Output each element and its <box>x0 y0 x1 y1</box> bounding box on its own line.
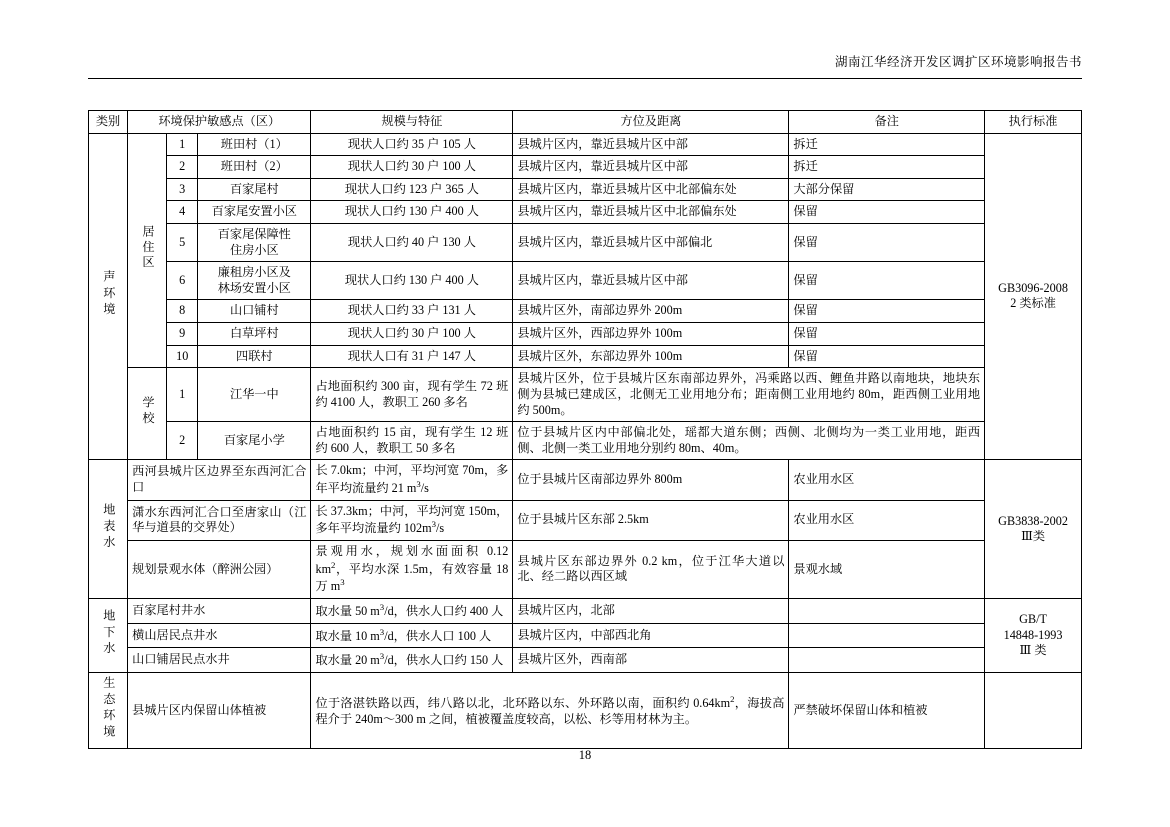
page-number: 18 <box>578 748 592 762</box>
header-divider <box>88 78 1082 79</box>
point-direction: 位于县城片区内中部偏北处，瑶都大道东侧；西侧、北侧均为一类工业用地，距西侧、北侧一类工业用地分别约 80m、40m。 <box>513 422 985 460</box>
standard-line-2: 2 类标准 <box>1010 296 1056 311</box>
point-scale: 取水量 20 $m^3/d$，供水人口约 150 人 <box>311 648 513 673</box>
table-row <box>89 133 1082 156</box>
point-direction: 县城片区内，中部西北角 <box>513 623 789 648</box>
point-direction: 县城片区内，靠近县城片区中北部偏东处 <box>513 201 789 224</box>
point-name: 百家尾安置小区 <box>198 201 311 224</box>
point-direction: 位于县城片区东部 2.5km <box>513 500 789 540</box>
point-direction: 县城片区外，南部边界外 200m <box>513 300 789 323</box>
point-scale: 位于洛湛铁路以西，纬八路以北，北环路以东、外环路以南，面积约 $0.64km^2$，海拔高程介于 240m～300 m 之间，植被覆盖度较高，以松、杉等用材林为主。 <box>311 672 789 748</box>
point-note: 保留 <box>789 345 985 368</box>
standard-line-3: Ⅲ 类 <box>1019 643 1047 658</box>
point-note: 保留 <box>789 262 985 300</box>
point-name: 白草坪村 <box>198 323 311 346</box>
point-scale: 现状人口有 31 户 147 人 <box>311 345 513 368</box>
table-row <box>89 224 1082 262</box>
point-scale: 占地面积约 300 亩，现有学生 72 班约 4100 人，教职工 260 多名 <box>311 368 513 422</box>
point-note: 严禁破坏保留山体和植被 <box>789 672 985 748</box>
point-note: 保留 <box>789 300 985 323</box>
point-name: 四联村 <box>198 345 311 368</box>
point-direction: 县城片区东部边界外 0.2 km，位于江华大道以北、经二路以西区域 <box>513 540 789 598</box>
table-row <box>89 623 1082 648</box>
row-index: 3 <box>167 178 198 201</box>
point-name: 规划景观水体（醉洲公园） <box>128 540 311 598</box>
point-scale: 长 7.0km；中河，平均河宽 70m，多年平均流量约 21 $m^3/s$ <box>311 460 513 500</box>
point-scale: 现状人口约 35 户 105 人 <box>311 133 513 156</box>
table-row <box>89 368 1082 422</box>
table-row <box>89 300 1082 323</box>
point-name: 山口铺村 <box>198 300 311 323</box>
point-scale: 景观用水，规划水面面积 0.12 $km^2$，平均水深 1.5m，有效容量 18 万 $m^3$ <box>311 540 513 598</box>
table-row <box>89 500 1082 540</box>
table-row <box>89 156 1082 179</box>
subgroup-label: 学校 <box>141 396 156 427</box>
point-scale: 现状人口约 123 户 365 人 <box>311 178 513 201</box>
category-cell-groundwater <box>89 598 128 672</box>
col-header-direction: 方位及距离 <box>513 111 789 134</box>
row-index: 9 <box>167 323 198 346</box>
row-index: 2 <box>167 422 198 460</box>
point-name: 百家尾村 <box>198 178 311 201</box>
point-scale: 占地面积约 15 亩，现有学生 12 班约 600 人，教职工 50 多名 <box>311 422 513 460</box>
table-row <box>89 345 1082 368</box>
row-index: 2 <box>167 156 198 179</box>
row-index: 10 <box>167 345 198 368</box>
standard-cell-noise <box>985 133 1082 460</box>
table-header-row <box>89 111 1082 134</box>
row-index: 1 <box>167 368 198 422</box>
point-direction: 位于县城片区南部边界外 800m <box>513 460 789 500</box>
row-index: 8 <box>167 300 198 323</box>
col-header-note: 备注 <box>789 111 985 134</box>
subgroup-cell-residential <box>128 133 167 368</box>
point-scale: 现状人口约 33 户 131 人 <box>311 300 513 323</box>
col-header-category: 类别 <box>89 111 128 134</box>
point-name: 班田村（2） <box>198 156 311 179</box>
point-note: 保留 <box>789 323 985 346</box>
row-index: 4 <box>167 201 198 224</box>
table-row <box>89 648 1082 673</box>
point-scale: 现状人口约 40 户 130 人 <box>311 224 513 262</box>
table-row <box>89 540 1082 598</box>
category-label: 地下水 <box>101 608 116 658</box>
point-note: 农业用水区 <box>789 460 985 500</box>
category-label: 声环境 <box>101 269 116 319</box>
category-label: 地表水 <box>101 502 116 552</box>
point-direction: 县城片区内，靠近县城片区中北部偏东处 <box>513 178 789 201</box>
point-direction: 县城片区内，北部 <box>513 598 789 623</box>
point-name: 江华一中 <box>198 368 311 422</box>
point-name: 西河县城片区边界至东西河汇合口 <box>128 460 311 500</box>
point-note: 农业用水区 <box>789 500 985 540</box>
table-row <box>89 178 1082 201</box>
category-cell-ecology <box>89 672 128 748</box>
table-row <box>89 672 1082 748</box>
table-row <box>89 460 1082 500</box>
point-note: 保留 <box>789 201 985 224</box>
point-direction: 县城片区内，靠近县城片区中部 <box>513 262 789 300</box>
point-scale: 取水量 50 $m^3/d$，供水人口约 400 人 <box>311 598 513 623</box>
standard-line-1: GB3838-2002 <box>998 513 1068 528</box>
point-note: 景观水域 <box>789 540 985 598</box>
point-note: 保留 <box>789 224 985 262</box>
table-row <box>89 201 1082 224</box>
point-direction: 县城片区外，东部边界外 100m <box>513 345 789 368</box>
point-direction: 县城片区外，位于县城片区东南部边界外，冯乘路以西、鲤鱼井路以南地块，地块东侧为县城已建成区，北侧无工业用地分布；距南侧工业用地约 80m，距西侧工业用地约 500m。 <box>513 368 985 422</box>
sensitive-targets-table <box>88 110 1082 749</box>
point-direction: 县城片区外，西南部 <box>513 648 789 673</box>
point-scale: 长 37.3km；中河，平均河宽 150m，多年平均流量约 $102m^3/s$ <box>311 500 513 540</box>
point-scale: 现状人口约 30 户 100 人 <box>311 156 513 179</box>
point-direction: 县城片区内，靠近县城片区中部偏北 <box>513 224 789 262</box>
point-scale: 现状人口约 30 户 100 人 <box>311 323 513 346</box>
table-row <box>89 598 1082 623</box>
point-scale: 取水量 10 $m^3/d$，供水人口 100 人 <box>311 623 513 648</box>
row-index: 1 <box>167 133 198 156</box>
standard-cell-ecology <box>985 672 1082 748</box>
point-name: 县城片区内保留山体植被 <box>128 672 311 748</box>
point-scale: 现状人口约 130 户 400 人 <box>311 262 513 300</box>
col-header-scale: 规模与特征 <box>311 111 513 134</box>
standard-cell-groundwater <box>985 598 1082 672</box>
col-header-sensitive-point: 环境保护敏感点（区） <box>128 111 311 134</box>
standard-line-1: GB3096-2008 <box>998 280 1068 295</box>
point-note: 拆迁 <box>789 133 985 156</box>
point-note <box>789 648 985 673</box>
standard-line-2: Ⅲ类 <box>1021 529 1046 544</box>
point-name: 百家尾村井水 <box>128 598 311 623</box>
col-header-standard: 执行标准 <box>985 111 1082 134</box>
standard-line-2: 14848-1993 <box>1003 627 1063 642</box>
point-name: 潇水东西河汇合口至唐家山（江华与道县的交界处） <box>128 500 311 540</box>
point-name: 班田村（1） <box>198 133 311 156</box>
table-row <box>89 262 1082 300</box>
standard-cell-surface-water <box>985 460 1082 599</box>
subgroup-label: 居住区 <box>141 225 156 271</box>
point-name: 横山居民点井水 <box>128 623 311 648</box>
category-cell-noise <box>89 133 128 460</box>
point-direction: 县城片区内，靠近县城片区中部 <box>513 133 789 156</box>
standard-line-1: GB/T <box>1019 611 1047 626</box>
point-note: 拆迁 <box>789 156 985 179</box>
point-name: 百家尾保障性 住房小区 <box>198 224 311 262</box>
category-cell-surface-water <box>89 460 128 599</box>
point-note: 大部分保留 <box>789 178 985 201</box>
category-label: 生态环境 <box>101 675 116 741</box>
point-name: 百家尾小学 <box>198 422 311 460</box>
point-note <box>789 598 985 623</box>
page-header: 湖南江华经济开发区调扩区环境影响报告书 <box>834 55 1082 69</box>
table-row <box>89 323 1082 346</box>
point-direction: 县城片区外，西部边界外 100m <box>513 323 789 346</box>
subgroup-cell-school <box>128 368 167 460</box>
row-index: 6 <box>167 262 198 300</box>
point-direction: 县城片区内，靠近县城片区中部 <box>513 156 789 179</box>
point-note <box>789 623 985 648</box>
point-name: 山口铺居民点水井 <box>128 648 311 673</box>
point-name: 廉租房小区及 林场安置小区 <box>198 262 311 300</box>
row-index: 5 <box>167 224 198 262</box>
point-scale: 现状人口约 130 户 400 人 <box>311 201 513 224</box>
table-row <box>89 422 1082 460</box>
